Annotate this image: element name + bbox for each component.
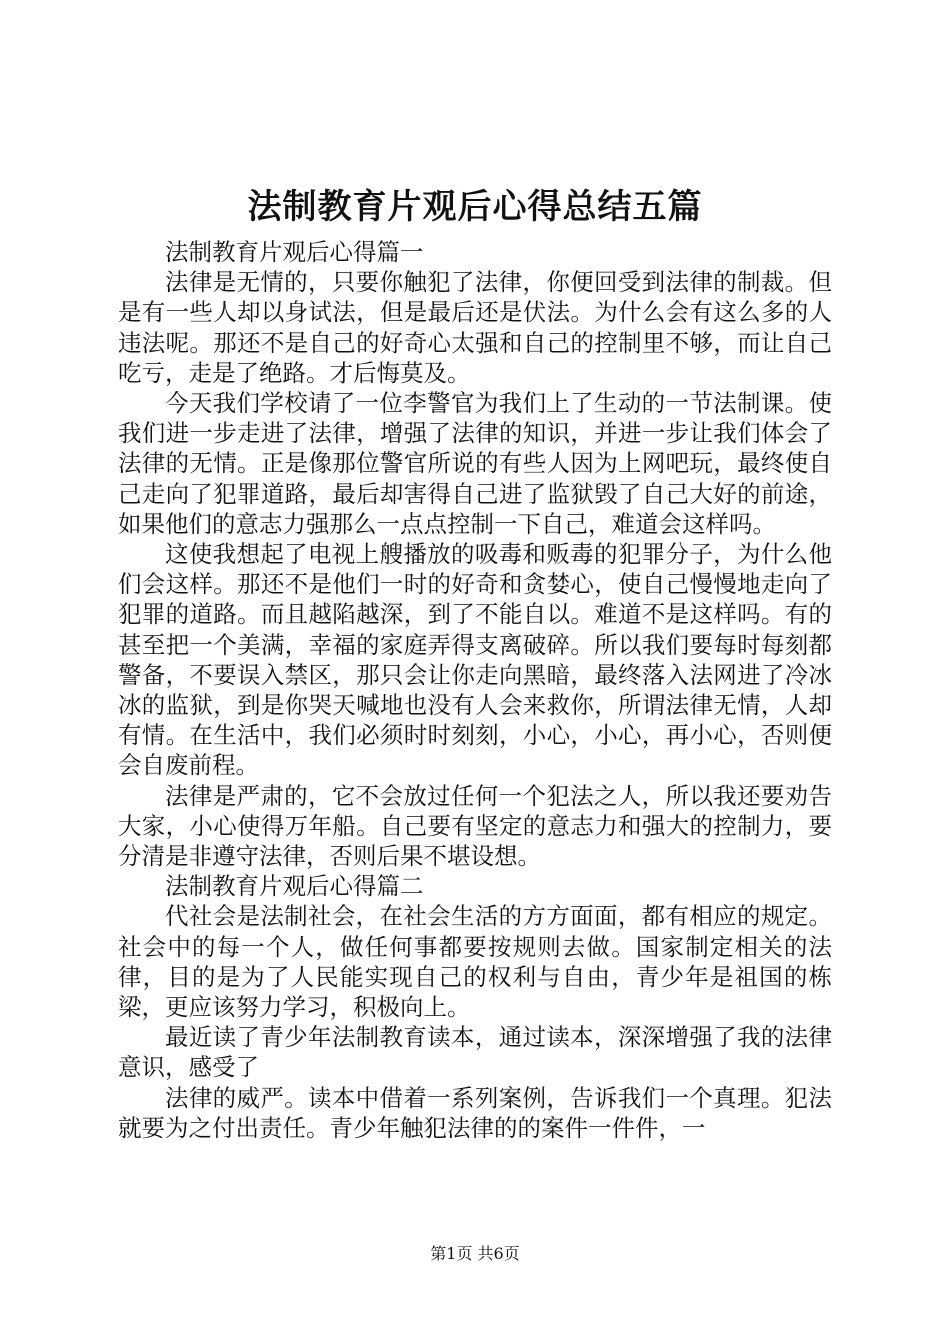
section-heading-2: 法制教育片观后心得篇二 — [165, 872, 424, 901]
paragraph-5: 代社会是法制社会，在社会生活的方方面面，都有相应的规定。社会中的每一个人，做任何事都要按规则去做。国家制定相关的法律，目的是为了人民能实现自己的权利与自由，青少年是祖国的栋梁，更应该努力学习，积极向上。 — [118, 902, 832, 1022]
paragraph-7: 法律的威严。读本中借着一系列案例，告诉我们一个真理。犯法就要为之付出责任。青少年触犯法律的的案件一件件，一 — [118, 1083, 832, 1142]
section-heading-1: 法制教育片观后心得篇一 — [165, 238, 424, 266]
paragraph-2: 今天我们学校请了一位李警官为我们上了生动的一节法制课。使我们进一步走进了法律，增强了法律的知识，并进一步让我们体会了法律的无情。正是像那位警官所说的有些人因为上网吧玩，最终使自己走向了犯罪道路，最后却害得自己进了监狱毁了自己大好的前途，如果他们的意志力强那么一点点控制一下自己，难道会这样吗。 — [118, 389, 832, 538]
document-body — [118, 237, 832, 1143]
paragraph-3: 这使我想起了电视上艘播放的吸毒和贩毒的犯罪分子，为什么他们会这样。那还不是他们一时的好奇和贪婪心，使自己慢慢地走向了犯罪的道路。而且越陷越深，到了不能自以。难道不是这样吗。有的甚至把一个美满，幸福的家庭弄得支离破碎。所以我们要每时每刻都警备，不要误入禁区，那只会让你走向黑暗，最终落入法网进了冷冰冰的监狱，到是你哭天喊地也没有人会来救你，所谓法律无情，人却有情。在生活中，我们必须时时刻刻，小心，小心，再小心，否则便会自废前程。 — [118, 540, 832, 780]
document-title: 法制教育片观后心得总结五篇 — [247, 187, 703, 227]
paragraph-6: 最近读了青少年法制教育读本，通过读本，深深增强了我的法律意识，感受了 — [118, 1023, 832, 1082]
page-number-footer: 第1页 共6页 — [430, 1244, 520, 1263]
paragraph-1: 法律是无情的，只要你触犯了法律，你便回受到法律的制裁。但是有一些人却以身试法，但是最后还是伏法。为什么会有这么多的人违法呢。那还不是自己的好奇心太强和自己的控制里不够，而让自己吃亏，走是了绝路。才后悔莫及。 — [118, 268, 832, 387]
paragraph-4: 法律是严肃的，它不会放过任何一个犯法之人，所以我还要劝告大家，小心使得万年船。自己要有坚定的意志力和强大的控制力，要分清是非遵守法律，否则后果不堪设想。 — [118, 781, 832, 871]
